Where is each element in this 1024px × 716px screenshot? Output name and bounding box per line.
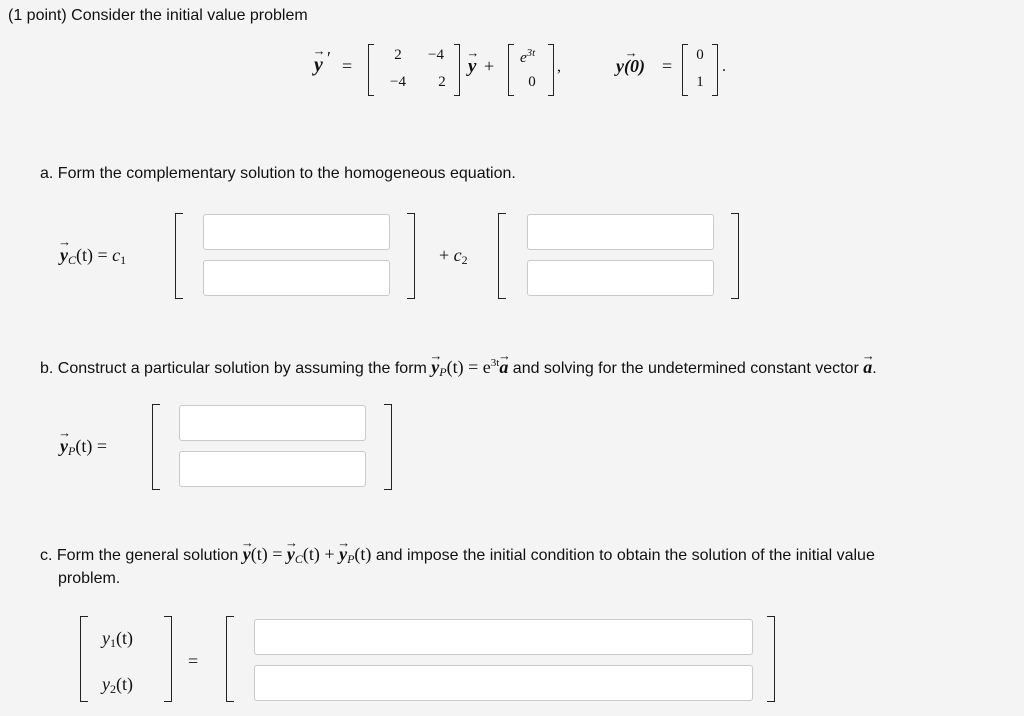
- vector-cell: 0: [696, 47, 704, 63]
- yp-label: → $y_P(t)$ =: [60, 436, 107, 459]
- general-solution-left-bracket: [226, 616, 234, 702]
- yc-vector1-right-bracket: [407, 213, 415, 299]
- vector-right-bracket: [712, 44, 718, 96]
- matrix-right-bracket: [454, 44, 460, 96]
- plus-sign: +: [484, 56, 495, 76]
- part-c-prompt-line2: problem.: [58, 570, 121, 587]
- matrix-cell: 2: [394, 47, 402, 63]
- y2-label: $y_2(t)$: [102, 674, 133, 696]
- yp-entry1-input[interactable]: [179, 405, 366, 441]
- equals-sign: =: [342, 56, 353, 76]
- vector-right-bracket: [548, 44, 554, 96]
- yc-vector2-entry1-input[interactable]: [527, 214, 714, 250]
- solution-vector-left-bracket: [80, 616, 88, 702]
- y1-label: $y_1(t)$: [102, 628, 133, 650]
- vector-cell: 1: [696, 74, 704, 90]
- yc-vector2-left-bracket: [498, 213, 506, 299]
- part-a-prompt: a. Form the complementary solution to the homogeneous equation.: [40, 165, 516, 182]
- yc-vector1-left-bracket: [175, 213, 183, 299]
- equals-sign: =: [662, 56, 673, 76]
- matrix-cell: −4: [428, 47, 444, 63]
- ivp-equation: [314, 44, 734, 100]
- general-solution-entry2-input[interactable]: [254, 665, 753, 701]
- matrix-cell: 2: [438, 74, 446, 90]
- period: .: [722, 58, 726, 75]
- vector-left-bracket: [682, 44, 688, 96]
- yc-vector2-entry2-input[interactable]: [527, 260, 714, 296]
- problem-title: (1 point) Consider the initial value problem: [8, 7, 308, 24]
- solution-vector-right-bracket: [164, 616, 172, 702]
- yc-vector1-entry2-input[interactable]: [203, 260, 390, 296]
- vector-left-bracket: [508, 44, 514, 96]
- ic-label: → y(0): [616, 56, 645, 77]
- c2-label: + $c_2$: [439, 245, 468, 267]
- matrix-left-bracket: [368, 44, 374, 96]
- yc-vector2-right-bracket: [731, 213, 739, 299]
- vector-cell: 0: [528, 74, 536, 90]
- general-solution-right-bracket: [767, 616, 775, 702]
- exp-power: 3t: [526, 47, 536, 59]
- part-b-prompt: b. Construct a particular solution by assuming the form → $y_P(t) = e^{3t}\to a$ and solving for the undetermined constant vector → a.: [40, 353, 877, 382]
- vector-y: → y: [468, 56, 476, 78]
- yp-left-bracket: [152, 404, 160, 490]
- yc-label: → $y_C(t) = c_1$: [60, 245, 126, 268]
- comma: ,: [557, 58, 561, 75]
- yp-entry2-input[interactable]: [179, 451, 366, 487]
- prime-mark: ′: [327, 48, 331, 68]
- yc-vector1-entry1-input[interactable]: [203, 214, 390, 250]
- general-solution-entry1-input[interactable]: [254, 619, 753, 655]
- equals-sign: =: [188, 651, 199, 671]
- vector-y: → y: [314, 54, 323, 77]
- part-c-prompt: c. Form the general solution → y(t) = → $y_C(t)$ + → $y_P(t)$ and impose the initial condition to obtain the solution of the initial value: [40, 544, 875, 569]
- exp-base: e: [520, 50, 527, 66]
- matrix-cell: −4: [390, 74, 406, 90]
- yp-right-bracket: [384, 404, 392, 490]
